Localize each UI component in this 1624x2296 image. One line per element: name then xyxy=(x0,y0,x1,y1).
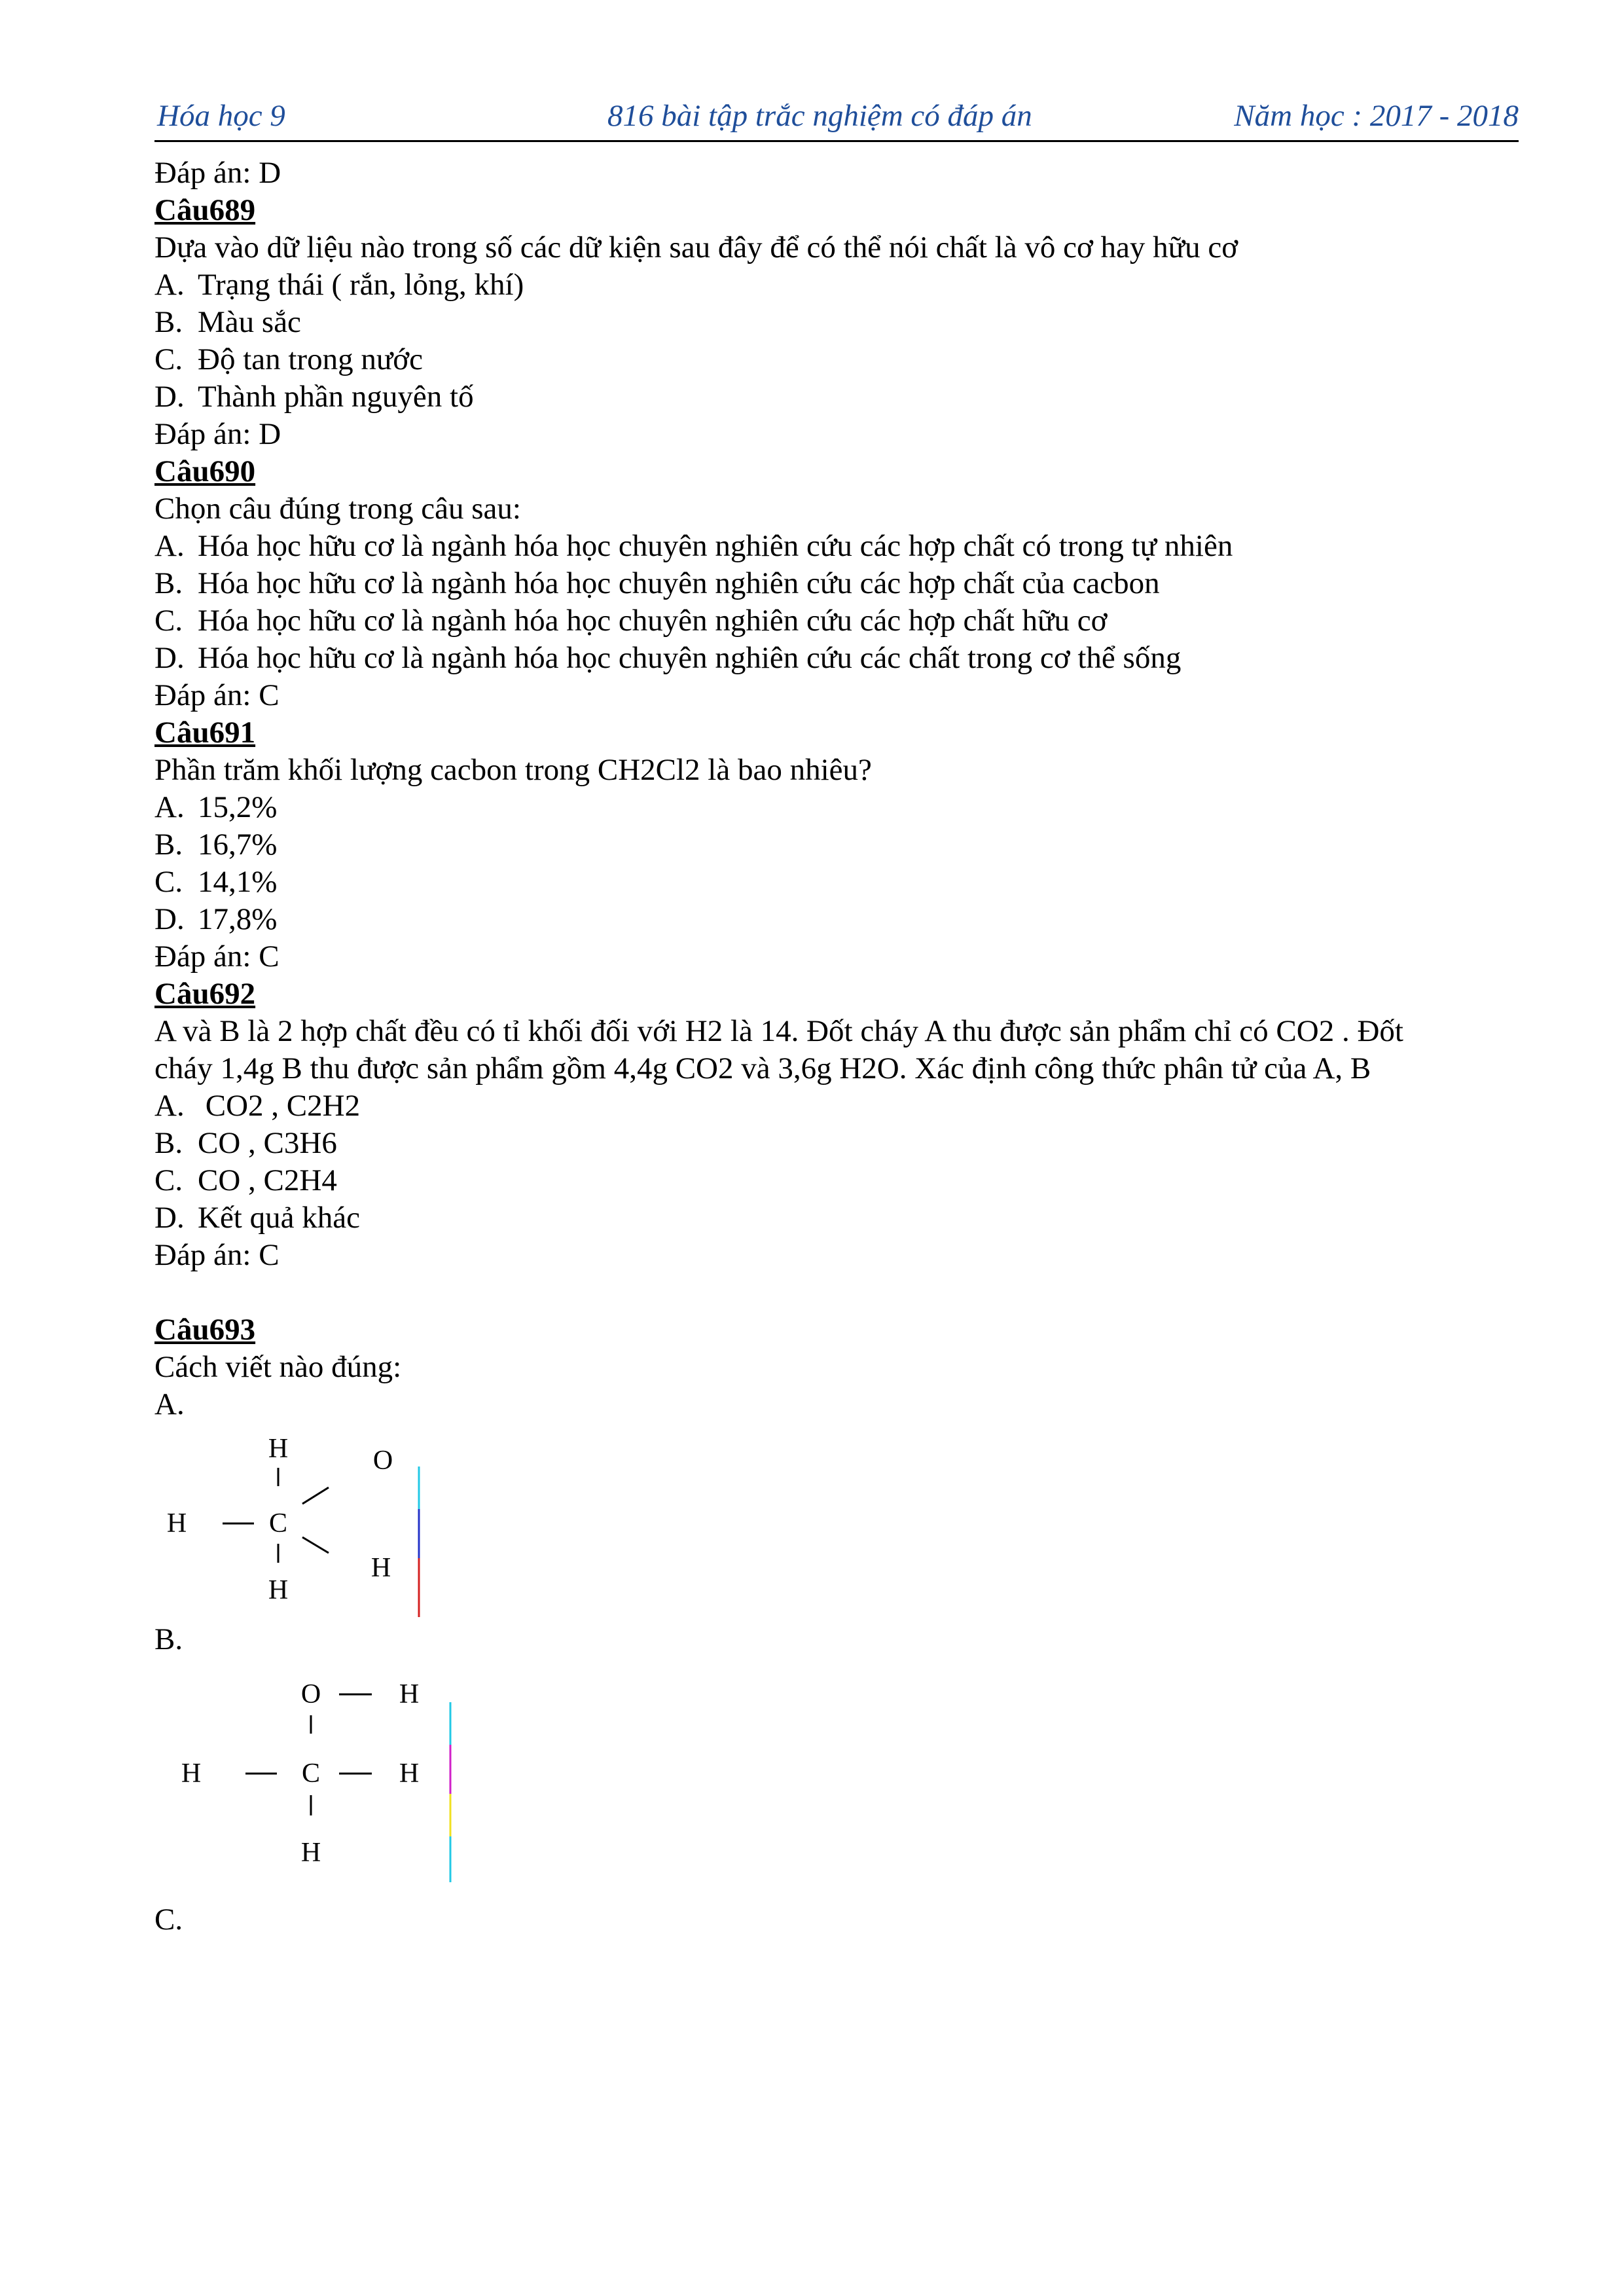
option-text: Màu sắc xyxy=(198,305,301,339)
option-letter: C. xyxy=(154,865,183,899)
question-title: Câu692 xyxy=(154,977,256,1011)
option-item xyxy=(154,826,277,864)
option-text: 15,2% xyxy=(198,790,278,824)
question-text-line2: cháy 1,4g B thu được sản phẩm gồm 4,4g CO2 và 3,6g H2O. Xác định công thức phân tử của A, B xyxy=(154,1051,1371,1085)
question-text: Cách viết nào đúng: xyxy=(154,1350,402,1384)
atom-h-left: H xyxy=(166,1508,187,1539)
atom-h-right: H xyxy=(399,1758,420,1789)
question-text: Chọn câu đúng trong câu sau: xyxy=(154,492,521,526)
atom-c-center: C xyxy=(268,1508,288,1539)
header-school-year: Năm học : 2017 - 2018 xyxy=(1234,99,1519,133)
option-item xyxy=(154,789,277,826)
option-letter: B. xyxy=(154,1126,183,1160)
option-item xyxy=(154,901,277,938)
atom-h-bottom: H xyxy=(268,1575,289,1605)
answer-line: Đáp án: D xyxy=(154,417,281,451)
header-title: 816 bài tập trắc nghiệm có đáp án xyxy=(607,99,1032,133)
option-item xyxy=(154,528,1233,565)
bond-line xyxy=(302,1487,329,1504)
option-item xyxy=(154,304,301,341)
option-item xyxy=(154,266,524,304)
atom-c-center: C xyxy=(301,1758,321,1789)
question-title: Câu691 xyxy=(154,716,256,750)
option-letter: D. xyxy=(154,380,185,414)
atom-h-top: H xyxy=(268,1434,289,1464)
atom-h-left: H xyxy=(181,1758,202,1789)
option-text: Hóa học hữu cơ là ngành hóa học chuyên nghiên cứu các hợp chất có trong tự nhiên xyxy=(198,529,1233,563)
bond-line xyxy=(302,1537,329,1553)
option-item xyxy=(154,1162,337,1199)
option-letter: B. xyxy=(154,305,183,339)
option-letter: C. xyxy=(154,1163,183,1197)
option-letter: D. xyxy=(154,641,185,675)
option-text: Kết quả khác xyxy=(198,1201,360,1235)
option-letter: A. xyxy=(154,268,185,302)
option-text: CO2 , C2H2 xyxy=(198,1089,361,1123)
atom-h-bottom: H xyxy=(300,1838,321,1868)
option-item xyxy=(154,341,423,378)
option-item xyxy=(154,602,1107,640)
option-letter: C. xyxy=(154,604,183,638)
option-letter: D. xyxy=(154,1201,185,1235)
question-text-line1: A và B là 2 hợp chất đều có tỉ khối đối với H2 là 14. Đốt cháy A thu được sản phẩm chỉ có CO2 . Đốt xyxy=(154,1014,1403,1048)
option-letter: B. xyxy=(154,828,183,862)
option-text: CO , C2H4 xyxy=(198,1163,337,1197)
option-text: CO , C3H6 xyxy=(198,1126,337,1160)
option-text: Trạng thái ( rắn, lỏng, khí) xyxy=(198,268,524,302)
option-letter: D. xyxy=(154,902,185,936)
option-text: 16,7% xyxy=(198,828,278,862)
option-text: Hóa học hữu cơ là ngành hóa học chuyên nghiên cứu các hợp chất hữu cơ xyxy=(198,604,1108,638)
structural-formula-b xyxy=(164,1666,465,1902)
option-letter: A. xyxy=(154,1387,185,1421)
answer-line: Đáp án: C xyxy=(154,939,280,974)
atom-h-top-right: H xyxy=(399,1679,420,1709)
option-item xyxy=(154,864,277,901)
option-text: Hóa học hữu cơ là ngành hóa học chuyên nghiên cứu các hợp chất của cacbon xyxy=(198,566,1160,600)
question-text: Dựa vào dữ liệu nào trong số các dữ kiện sau đây để có thể nói chất là vô cơ hay hữu cơ xyxy=(154,230,1238,264)
option-item xyxy=(154,640,1181,677)
header-subject: Hóa học 9 xyxy=(157,99,285,133)
option-item xyxy=(154,378,474,416)
prev-answer: Đáp án: D xyxy=(154,156,281,190)
question-title: Câu690 xyxy=(154,454,256,488)
option-text: Độ tan trong nước xyxy=(198,342,424,376)
atom-o-upper-right: O xyxy=(372,1446,393,1476)
option-text: Hóa học hữu cơ là ngành hóa học chuyên nghiên cứu các chất trong cơ thể sống xyxy=(198,641,1182,675)
option-letter: C. xyxy=(154,342,183,376)
option-item xyxy=(154,1125,337,1162)
page-header xyxy=(154,94,1519,142)
option-letter: B. xyxy=(154,1622,183,1656)
option-letter: A. xyxy=(154,790,185,824)
option-text: 14,1% xyxy=(198,865,278,899)
option-item xyxy=(154,1199,360,1237)
option-text: Thành phần nguyên tố xyxy=(198,380,474,414)
option-letter: C. xyxy=(154,1903,183,1937)
answer-line: Đáp án: C xyxy=(154,678,280,712)
atom-o-top: O xyxy=(300,1679,321,1709)
option-item xyxy=(154,565,1160,602)
option-item xyxy=(154,1087,360,1125)
option-letter: A. xyxy=(154,1089,185,1123)
option-letter: A. xyxy=(154,529,185,563)
structural-formula-a xyxy=(157,1427,432,1630)
answer-line: Đáp án: C xyxy=(154,1238,280,1272)
option-text: 17,8% xyxy=(198,902,278,936)
question-title: Câu689 xyxy=(154,193,256,227)
question-text: Phần trăm khối lượng cacbon trong CH2Cl2 là bao nhiêu? xyxy=(154,753,872,787)
atom-h-lower-right: H xyxy=(370,1553,391,1583)
option-letter: B. xyxy=(154,566,183,600)
question-title: Câu693 xyxy=(154,1313,256,1347)
